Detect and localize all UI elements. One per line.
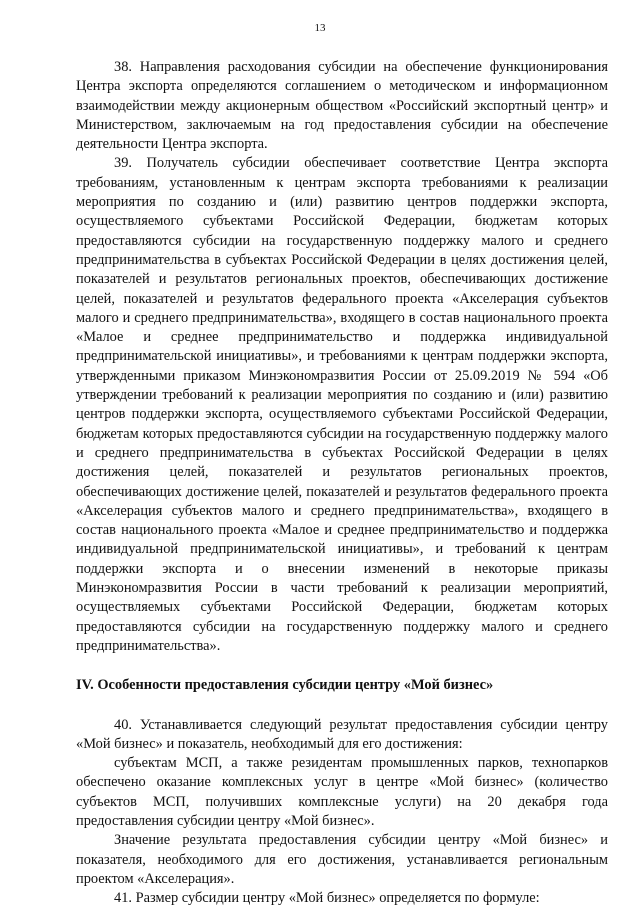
paragraph-40-result: субъектам МСП, а также резидентам промышленных парков, технопарков обеспечено оказание комплексных услуг в центре «Мой бизнес» (количество субъектов МСП, получивших комплексные услуги) на 20 декабря года предоставления субсидии центру «Мой бизнес». (76, 755, 608, 829)
paragraph-40: 40. Устанавливается следующий результат предоставления субсидии центру «Мой бизнес» и показатель, необходимый для его достижения: (76, 716, 608, 752)
section-heading: IV. Особенности предоставления субсидии центру «Мой бизнес» (76, 677, 494, 694)
paragraph-39: 39. Получатель субсидии обеспечивает соответствие Центра экспорта требованиям, установленным к центрам экспорта требованиями к реализации мероприятия по созданию и (или) развитию центров поддержки экспорта, осуществляемого субъектами Российской Федерации, бюджетам которых предоставляются субсидии на государственную поддержку малого и среднего предпринимательства в субъектах Российской Федерации в целях достижения целей, показателей и результатов региональных проектов, обеспечивающих достижение целей, показателей и результатов федерального проекта «Акселерация субъектов малого и среднего предпринимательства», входящего в состав национального проекта «Малое и среднее предпринимательство и поддержка индивидуальной предпринимательской инициативы», и требованиями к центрам поддержки экспорта, утвержденными приказом Минэкономразвития России от 25.09.2019 № 594 «Об утверждении требований к реализации мероприятия по созданию и (или) развитию центров поддержки экспорта, осуществляемого субъектами Российской Федерации, бюджетам которых предоставляются субсидии на государственную поддержку малого и среднего предпринимательства в субъектах Российской Федерации в целях достижения целей, показателей и результатов региональных проектов, обеспечивающих достижение целей, показателей и результатов федерального проекта «Акселерация субъектов малого и среднего предпринимательства», входящего в состав национального проекта «Малое и среднее предпринимательство и поддержка индивидуальной предпринимательской инициативы», и требований к центрам поддержки экспорта и о внесении изменений в некоторые приказы Минэкономразвития России в части требований к реализации мероприятий, осуществляемых субъектами Российской Федерации, бюджетам которых предоставляются субсидии на государственную поддержку малого и среднего предпринимательства». (76, 155, 608, 654)
document-body (76, 58, 608, 908)
page-number: 13 (314, 22, 326, 34)
paragraph-41: 41. Размер субсидии центру «Мой бизнес» определяется по формуле: (114, 890, 540, 907)
paragraph-40-value: Значение результата предоставления субсидии центру «Мой бизнес» и показателя, необходимого для его достижения, устанавливается региональным проектом «Акселерация». (76, 832, 608, 887)
paragraph-38: 38. Направления расходования субсидии на обеспечение функционирования Центра экспорта определяются соглашением о методическом и информационном взаимодействии между акционерным обществом «Российский экспортный центр» и Министерством, заключаемым на год предоставления субсидии на обеспечение деятельности Центра экспорта. (76, 59, 608, 153)
